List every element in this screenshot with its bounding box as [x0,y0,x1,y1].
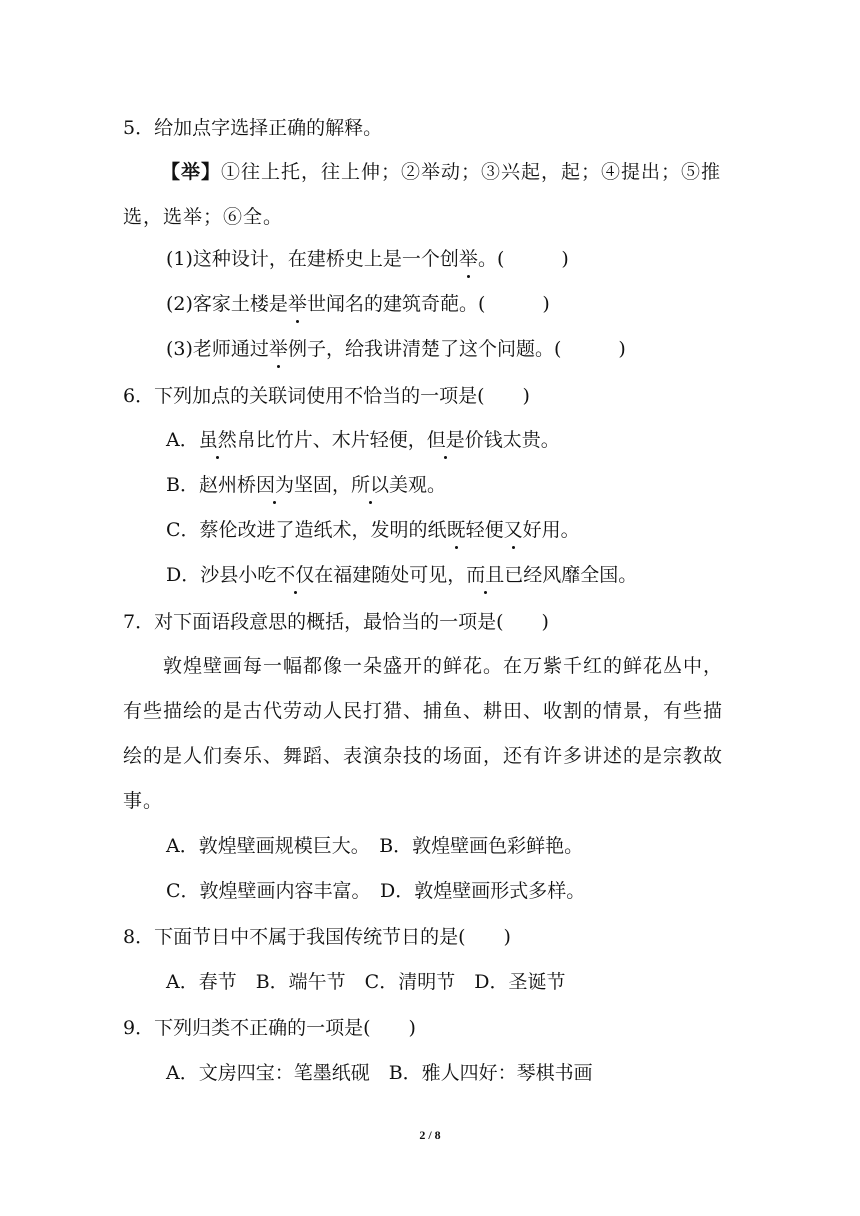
q5-stem: 5．给加点字选择正确的解释。 [123,117,383,139]
q6-d-dotted-2: 而且 [466,561,504,589]
q6-c-dotted-2: 又 [504,516,523,544]
q8-options: A．春节 B．端午节 C．清明节 D．圣诞节 [166,971,566,993]
q6-b-label: B．赵州桥 [166,474,256,496]
q6-a-dotted-1: 虽然 [199,426,237,454]
q6-a-label: A． [166,429,199,451]
q6-option-b [166,471,446,499]
q5-headword: 【举】 [161,161,222,183]
q5-meanings-line1 [161,158,721,186]
q8-stem: 8．下面节日中不属于我国传统节日的是( ) [123,926,511,948]
q7-para-line-4: 事。 [123,790,164,812]
q6-b-dotted-2: 所以 [351,471,389,499]
q6-option-d [166,561,637,589]
q7-stem: 7．对下面语段意思的概括，最恰当的一项是( ) [123,611,549,633]
q7-para-line-2: 有些描绘的是古代劳动人民打猎、捕鱼、耕田、收割的情景，有些描 [123,700,724,722]
q9-stem: 9．下列归类不正确的一项是( ) [123,1017,416,1039]
q7-para-line-1: 敦煌壁画每一幅都像一朵盛开的鲜花。在万紫千红的鲜花丛中， [123,655,724,677]
q5-item-2-text: (2)客家土楼是 [166,293,288,315]
q5-meanings-line2: 选，选举；⑥全。 [123,206,284,228]
q5-item-2 [166,290,550,318]
q6-stem: 6．下列加点的关联词使用不恰当的一项是( ) [123,385,530,407]
q6-c-label: C．蔡伦改进了造纸术，发明的纸 [166,519,447,541]
q5-item-3-dotted: 举 [269,335,288,363]
q5-item-3 [166,335,626,363]
q5-item-1-text: (1)这种设计，在建桥史上是一个创 [166,248,459,270]
q6-c-dotted-1: 既 [447,516,466,544]
q6-c-text-2: 好用。 [522,519,580,541]
q6-d-dotted-1: 不仅 [276,561,314,589]
q6-b-text-2: 美观。 [389,474,447,496]
q6-c-text-1: 轻便 [465,519,504,541]
q6-a-text-2: 价钱太贵。 [464,429,560,451]
q6-d-text-1: 在福建随处可见， [314,564,467,586]
q6-b-text-1: 坚固， [293,474,351,496]
q6-d-text-2: 已经风靡全国。 [504,564,638,586]
q7-para-line-3: 绘的是人们奏乐、舞蹈、表演杂技的场面，还有许多讲述的是宗教故 [123,745,724,767]
q6-d-label: D．沙县小吃 [166,564,277,586]
page-number: 2 / 8 [419,1128,441,1142]
q5-item-3-text: (3)老师通过 [166,338,269,360]
q5-item-3-blank: 例子，给我讲清楚了这个问题。( ) [287,338,626,360]
q5-item-1-blank: 。( ) [477,248,569,270]
q5-item-2-blank: 世闻名的建筑奇葩。( ) [306,293,550,315]
q6-option-c [166,516,580,544]
q5-meanings-text: ①往上托，往上伸；②举动；③兴起，起；④提出；⑤推 [221,161,722,183]
q6-a-text-1: 帛比竹片、木片轻便， [236,429,427,451]
q5-item-1-dotted: 举 [459,245,478,273]
q7-options-ab: A．敦煌壁画规模巨大。 B．敦煌壁画色彩鲜艳。 [166,835,584,857]
q6-option-a [166,426,560,454]
q9-options: A．文房四宝：笔墨纸砚 B．雅人四好：琴棋书画 [166,1062,593,1084]
q5-item-1 [166,245,569,273]
q7-options-cd: C．敦煌壁画内容丰富。 D．敦煌壁画形式多样。 [166,880,586,902]
q6-b-dotted-1: 因为 [256,471,294,499]
q5-item-2-dotted: 举 [288,290,307,318]
q6-a-dotted-2: 但是 [427,426,465,454]
